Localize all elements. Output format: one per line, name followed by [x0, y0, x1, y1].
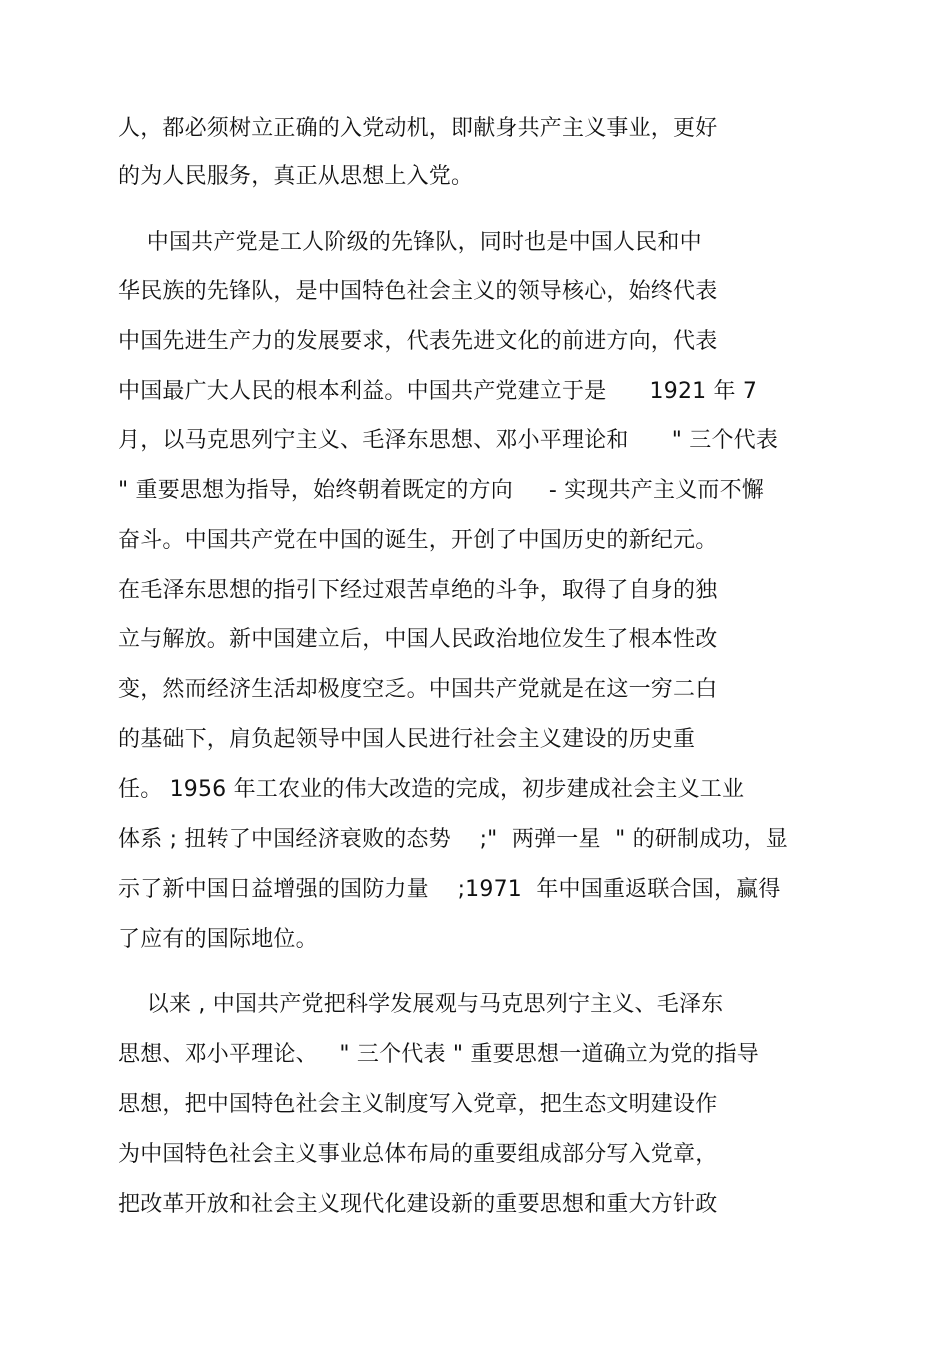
text-line: 思想，把中国特色社会主义制度写入党章，把生态文明建设作	[118, 1092, 718, 1117]
text-line: 立与解放。新中国建立后，中国人民政治地位发生了根本性改	[118, 627, 718, 652]
text-line: 在毛泽东思想的指引下经过艰苦卓绝的斗争，取得了自身的独	[118, 578, 718, 603]
text-line: 了应有的国际地位。	[118, 927, 318, 952]
text-line: 思想、邓小平理论、 " 三个代表 " 重要思想一道确立为党的指导	[118, 1042, 759, 1067]
text-line: 体系 ; 扭转了中国经济衰败的态势 ;" 两弹一星 " 的研制成功，显	[118, 827, 788, 852]
text-line: 中国共产党是工人阶级的先锋队，同时也是中国人民和中	[118, 230, 702, 255]
text-line: 把改革开放和社会主义现代化建设新的重要思想和重大方针政	[118, 1192, 718, 1217]
text-line: 月，以马克思列宁主义、毛泽东思想、邓小平理论和 " 三个代表	[118, 428, 779, 453]
text-line: 中国最广大人民的根本利益。中国共产党建立于是 1921 年 7	[118, 379, 758, 404]
text-line: 为中国特色社会主义事业总体布局的重要组成部分写入党章，	[118, 1142, 718, 1167]
text-line: 以来 , 中国共产党把科学发展观与马克思列宁主义、毛泽东	[118, 992, 724, 1017]
text-line: " 重要思想为指导，始终朝着既定的方向 - 实现共产主义而不懈	[118, 478, 765, 503]
text-line: 任。 1956 年工农业的伟大改造的完成，初步建成社会主义工业	[118, 777, 745, 802]
text-line: 中国先进生产力的发展要求，代表先进文化的前进方向，代表	[118, 329, 718, 354]
text-line: 的为人民服务，真正从思想上入党。	[118, 164, 474, 189]
text-line: 的基础下，肩负起领导中国人民进行社会主义建设的历史重	[118, 727, 696, 752]
text-line: 变，然而经济生活却极度空乏。中国共产党就是在这一穷二白	[118, 677, 718, 702]
text-line: 示了新中国日益增强的国防力量 ;1971 年中国重返联合国，赢得	[118, 877, 781, 902]
text-line: 人，都必须树立正确的入党动机，即献身共产主义事业，更好	[118, 116, 718, 141]
text-line: 华民族的先锋队，是中国特色社会主义的领导核心，始终代表	[118, 279, 718, 304]
text-line: 奋斗。中国共产党在中国的诞生，开创了中国历史的新纪元。	[118, 528, 718, 553]
